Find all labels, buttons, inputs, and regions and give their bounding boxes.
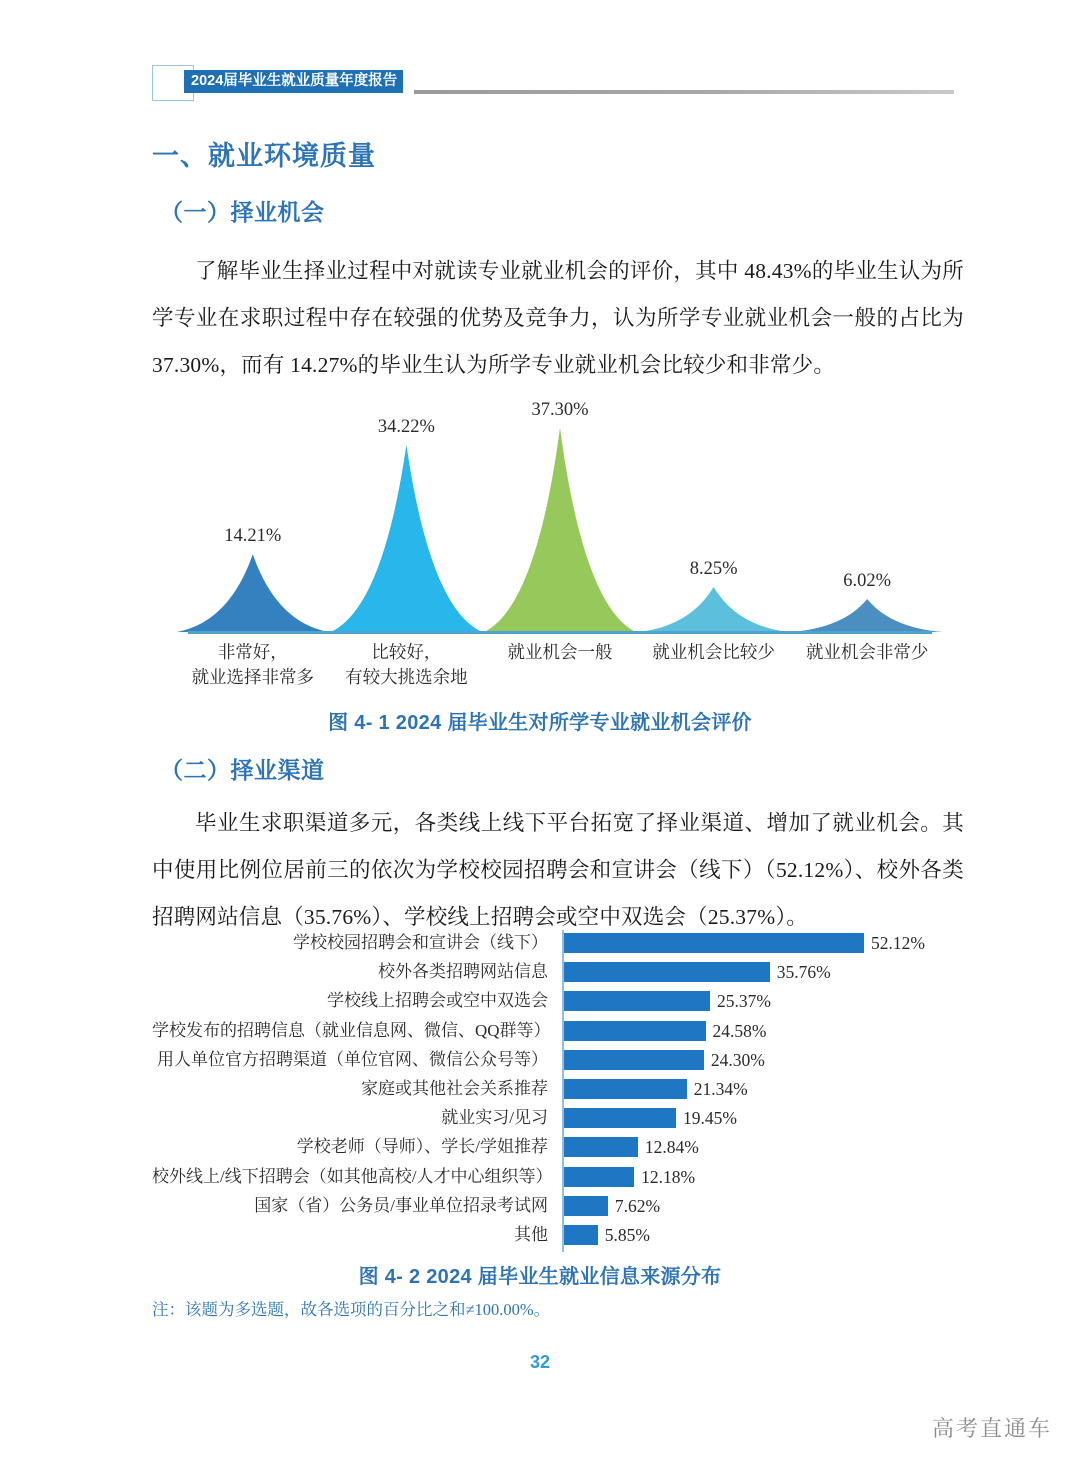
chart2-category-label: 国家（省）公务员/事业单位招录考试网 bbox=[254, 1195, 548, 1215]
peak-area-2 bbox=[331, 445, 483, 632]
chart1-category-line: 就业机会非常少 bbox=[805, 642, 929, 662]
chart2-bar bbox=[564, 933, 864, 953]
chart2-bar-row bbox=[152, 988, 972, 1014]
chart2-bar-row bbox=[152, 1193, 972, 1219]
chart2-category-label: 学校校园招聘会和宣讲会（线下） bbox=[293, 933, 548, 952]
chart2-bar bbox=[564, 1137, 638, 1157]
peak-area-1 bbox=[177, 554, 329, 632]
peak-area-3 bbox=[484, 428, 636, 632]
chart2-value-label: 24.58% bbox=[712, 1020, 767, 1041]
chart2-category-label: 用人单位官方招聘渠道（单位官网、微信公众号等） bbox=[157, 1049, 548, 1069]
running-header-title: 2024届毕业生就业质量年度报告 bbox=[184, 70, 403, 93]
chart2-value-label: 24.30% bbox=[710, 1049, 765, 1070]
chart2-bar bbox=[564, 962, 770, 982]
chart2-bar bbox=[564, 1079, 687, 1099]
chart2-value-label: 12.84% bbox=[644, 1137, 699, 1158]
section-heading: 一、就业环境质量 bbox=[152, 141, 376, 171]
chart2-category-label: 家庭或其他社会关系推荐 bbox=[361, 1079, 548, 1098]
chart2-bar-row bbox=[152, 1105, 972, 1131]
subsection-heading-2: （二）择业渠道 bbox=[160, 757, 325, 783]
chart2-category-label: 其他 bbox=[514, 1225, 548, 1244]
chart2-value-label: 25.37% bbox=[717, 991, 771, 1012]
chart2-bar bbox=[564, 991, 710, 1011]
watermark: 高考直通车 bbox=[931, 1416, 1052, 1441]
chart1-category-line: 就业机会比较少 bbox=[652, 642, 775, 662]
chart1-baseline bbox=[188, 631, 932, 634]
chart2-bar-row bbox=[152, 1047, 972, 1073]
header-rule bbox=[414, 90, 954, 94]
subsection-heading-1: （一）择业机会 bbox=[160, 199, 325, 225]
chart2-bar-row bbox=[152, 1222, 972, 1248]
chart2-bar bbox=[564, 1108, 676, 1128]
chart2-category-label: 学校线上招聘会或空中双选会 bbox=[327, 991, 548, 1011]
figure-2-caption: 图 4- 2 2024 届毕业生就业信息来源分布 bbox=[358, 1266, 722, 1288]
chart2-value-label: 52.12% bbox=[871, 933, 925, 953]
chart1-category-line: 非常好， bbox=[217, 642, 288, 662]
chart1-value-label: 37.30% bbox=[531, 399, 589, 420]
chart1-value-label: 6.02% bbox=[843, 571, 892, 592]
chart2-category-label: 就业实习/见习 bbox=[441, 1108, 548, 1128]
chart2-category-label: 学校老师（导师）、学长/学姐推荐 bbox=[296, 1137, 548, 1157]
chart2-value-label: 7.62% bbox=[614, 1195, 661, 1216]
chart1-category-label bbox=[777, 640, 957, 665]
chart2-bar bbox=[564, 1050, 704, 1070]
chart2-bar bbox=[564, 1021, 706, 1041]
chart2-bar bbox=[564, 1196, 608, 1216]
chart2-category-label: 校外各类招聘网站信息 bbox=[378, 962, 548, 982]
chart2-value-label: 12.18% bbox=[641, 1166, 696, 1187]
chart2-value-label: 35.76% bbox=[776, 962, 831, 983]
running-header bbox=[152, 62, 952, 106]
peak-area-5 bbox=[791, 599, 943, 632]
chart2-bar-row bbox=[152, 930, 972, 956]
peak-area-chart-svg bbox=[176, 388, 944, 638]
chart1-value-label: 34.22% bbox=[377, 416, 435, 437]
chart2-bar bbox=[564, 1225, 598, 1245]
body-paragraph-1: 了解毕业生择业过程中对就读专业就业机会的评价，其中 48.43%的毕业生认为所学专业在求职过程中存在较强的优势及竞争力，认为所学专业就业机会一般的占比为 37.30%，而有 14.27%的毕业生认为所学专业就业机会比较少和非常少。 bbox=[152, 259, 964, 377]
page-number: 32 bbox=[529, 1352, 551, 1372]
chart2-value-label: 21.34% bbox=[693, 1079, 748, 1099]
figure-1-caption: 图 4- 1 2024 届毕业生对所学专业就业机会评价 bbox=[328, 712, 752, 734]
figure-2-chart bbox=[152, 930, 972, 1255]
chart2-value-label: 5.85% bbox=[604, 1225, 650, 1245]
chart2-bar-row bbox=[152, 1018, 972, 1044]
chart2-category-label: 校外线上/线下招聘会（如其他高校/人才中心组织等） bbox=[152, 1166, 553, 1186]
chart2-category-label: 学校发布的招聘信息（就业信息网、微信、QQ群等） bbox=[152, 1020, 551, 1040]
chart2-bar-row bbox=[152, 1134, 972, 1160]
peak-area-4 bbox=[638, 587, 790, 632]
chart2-bar-row bbox=[152, 1164, 972, 1190]
figure-1-chart bbox=[176, 388, 944, 688]
body-paragraph-2: 毕业生求职渠道多元，各类线上线下平台拓宽了择业渠道、增加了就业机会。其中使用比例位居前三的依次为学校校园招聘会和宣讲会（线下）（52.12%）、校外各类招聘网站信息（35.76%）、学校线上招聘会或空中双选会（25.37%）。 bbox=[152, 811, 964, 929]
chart1-category-line: 就业机会一般 bbox=[507, 642, 613, 662]
chart1-value-label: 8.25% bbox=[689, 558, 738, 579]
chart2-bar-row bbox=[152, 1076, 972, 1102]
chart2-bar-row bbox=[152, 959, 972, 985]
chart1-value-label: 14.21% bbox=[224, 526, 282, 547]
chart1-category-line: 有较大挑选余地 bbox=[345, 667, 468, 687]
chart1-category-line: 就业选择非常多 bbox=[191, 667, 315, 687]
chart2-bar bbox=[564, 1167, 634, 1187]
chart1-category-line: 比较好， bbox=[371, 642, 442, 662]
chart2-value-label: 19.45% bbox=[683, 1108, 737, 1129]
figure-2-note: 注：该题为多选题，故各选项的百分比之和≠100.00%。 bbox=[152, 1300, 551, 1319]
